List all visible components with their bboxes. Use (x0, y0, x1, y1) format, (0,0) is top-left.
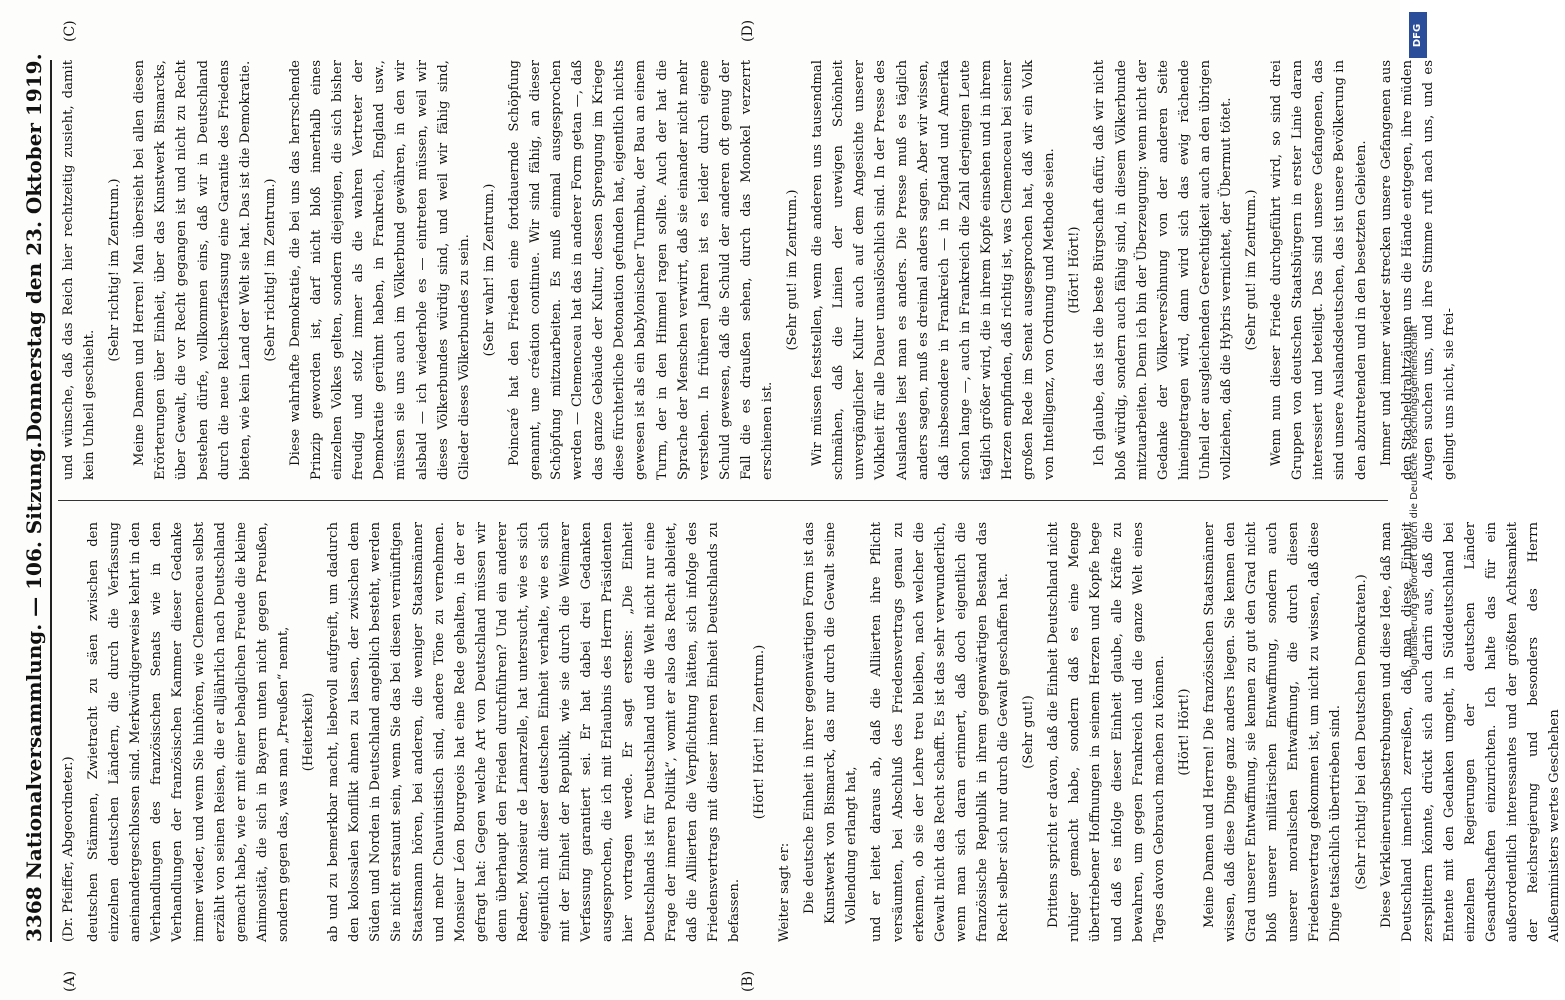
paragraph: ab und zu bemerkbar macht, liebevoll aufgreift, um dadurch den kolossalen Konflikt ahnen zu lassen, der zwischen dem Süden und Norden in Deutschland angeblich besteht, werden Sie nicht erstaunt sein, wenn Sie das bei diesen vernünftigen Staatsmann hören, bei anderen, die weniger Staatsmänner und mehr Chauvinistisch sind, andere Töne zu vernehmen. Monsieur Léon Bourgeois hat eine Rede gehalten, in der er gefragt hat: Gegen welche Art von Deutschland müssen wir denn überhaupt den Frieden durchführen? Und ein anderer Redner, Monsieur de Lamarzelle, hat untersucht, wie es sich eigentlich mit dieser deutschen Einheit verhalte, wie es sich mit der Einheit der Republik, wie sie durch die Weimarer Verfassung garantiert sei. Er hat dabei drei Gedanken ausgesprochen, die ich mit Erlaubnis des Herrn Präsidenten hier vortragen werde. Er sagt erstens: „Die Einheit Deutschlands ist für Deutschland und die Welt nicht nur eine Frage der inneren Politik“, womit er also das Recht ableitet, daß die Alliierten die Verpflichtung hätten, sich infolge des Friedensvertrags mit dieser inneren Einheit Deutschlands zu befassen. (326, 522, 742, 942)
margin-mark-c: (C) (62, 20, 78, 42)
paragraph: deutschen Stämmen, Zwietracht zu säen zwischen den einzelnen deutschen Ländern, die durch die Verfassung aneinandergeschlossen sind. Merkwürdigerweise kehrt in den Verhandlungen des französischen Senats wie in den Verhandlungen der französischen Kammer dieser Gedanke immer wieder, und wenn Sie hinhören, wie Clemenceau selbst erzählt von seinen Reisen, die er alljährlich nach Deutschland gemacht habe, wie er mit einer behaglichen Freude die kleine Animosität, die sich in Bayern unten nicht gegen Preußen, sondern gegen das, was man „Preußen“ nennt, (86, 522, 291, 942)
paragraph: und er leitet daraus ab, daß die Alliierten ihre Pflicht versäumten, bei Abschluß des Friedensvertrags genau zu erkennen, ob sie der Lehre treu bleiben, nach welcher die Gewalt nicht das Recht schafft. Es ist das sehr verwunderlich, wenn man sich daran erinnert, daß doch eigentlich die französische Republik in ihrem gegenwärtigen Bestand das Recht selber sich nur durch die Gewalt geschaffen hat. (869, 522, 1012, 942)
paragraph: Die deutsche Einheit in ihrer gegenwärtigen Form ist das Kunstwerk von Bismarck, das nur durch die Gewalt seine Vollendung erlangt hat, (802, 522, 860, 924)
paragraph: Wenn nun dieser Friede durchgeführt wird, so sind drei Gruppen von deutschen Staatsbürgern in erster Linie daran interessiert und beteiligt. Das sind unsere Gefangenen, das sind unsere Auslandsdeutschen, das ist unsere Bevölkerung in den abzutretenden und in den besetzten Gebieten. (1269, 60, 1369, 480)
interjection: (Hört! Hört! im Zentrum.) (752, 644, 767, 820)
paragraph: Meine Damen und Herren! Die französischen Staatsmänner wissen, daß diese Dinge ganz anders liegen. Sie kennen den Grad unserer Entwaffnung, sie kennen zu gut den Grad nicht bloß unserer militärischen Entwaffnung, sondern auch unserer moralischen Entwaffnung, die durch diesen Friedensvertrag gekommen ist, um nicht zu wissen, daß diese Dinge tatsächlich übertrieben sind. (1201, 522, 1344, 942)
interjection: (Hört! Hört!) (1067, 226, 1083, 314)
interjection: (Sehr gut! im Zentrum.) (1244, 189, 1260, 351)
header-right: Donnerstag den 23. Oktober 1919. (22, 53, 46, 442)
paragraph: Weiter sagt er: (777, 842, 793, 942)
paragraph: Immer und immer wieder strecken unsere Gefangenen aus den Stacheldrahtzäunen uns die Hände entgegen, ihre müden Augen suchen uns, und ihre Stimme ruft nach uns, und es gelingt uns nicht, sie frei- (1378, 60, 1457, 480)
header-left: 3368 Nationalversammlung. — 106. Sitzung. (22, 441, 46, 942)
right-text-column (58, 60, 1457, 480)
interjection: (Heiterkeit) (301, 692, 317, 772)
margin-mark-d: (D) (740, 19, 756, 42)
margin-mark-b: (B) (740, 970, 756, 992)
paragraph: Meine Damen und Herren! Man übersieht bei allen diesen Erörterungen über Einheit, über das Kunstwerk Bismarcks, über Gewalt, die vor Recht gegangen ist und nicht zu Recht bestehen dürfe, vollkommen eins, daß wir in Deutschland durch die neue Reichsverfassung eine Garantie des Friedens bieten, wie kein Land der Welt sie hat. Das ist die Demokratie. (132, 60, 253, 480)
interjection: (Sehr richtig! im Zentrum.) (262, 178, 278, 362)
running-head (12, 53, 52, 942)
interjection: (Sehr gut!) (1021, 695, 1037, 769)
interjection: (Sehr gut! im Zentrum.) (785, 189, 801, 351)
dfg-logo-text: DFG (1412, 23, 1424, 47)
paragraph: Diese wahrhafte Demokratie, die bei uns das herrschende Prinzip geworden ist, darf nicht bloß innerhalb eines einzelnen Volkes gelten, sondern diejenigen, die sich bisher freudig und stolz immer als die wahren Vertreter der Demokratie gerühmt haben, in Frankreich, England usw., müssen sie uns auch im Völkerbund gewähren, in den wir alsbald — ich wiederhole es — eintreten müssen, weil wir dieses Völkerbundes würdig sind, und weil wir fähig sind, Glieder dieses Völkerbundes zu sein. (287, 60, 472, 480)
left-text-column (58, 522, 1563, 942)
interjection: (Sehr richtig! bei den Deutschen Demokraten.) (1353, 574, 1369, 890)
paragraph: Drittens spricht er davon, daß die Einheit Deutschland nicht ruhiger gemacht habe, sondern daß es eine Menge übertriebener Hoffnungen in seinem Herzen und Kopfe hege und daß es infolge dieser Einheit glaube, alle Kräfte zu bewahren, um gegen Frankreich und die ganze Welt eines Tages davon Gebrauch machen zu können. (1046, 522, 1167, 942)
paragraph: Wir müssen feststellen, wenn die anderen uns tausendmal schmähen, daß die Linien der urewigen Schönheit unvergänglicher Kultur auch auf dem Angesichte unserer Volkheit für alle Dauer unauslöschlich sind. In der Presse des Auslandes liest man es anders. Die Presse muß es täglich anders sagen, muß es dreimal anders sagen. Aber wir wissen, daß insbesondere in Frankreich — in England und Amerika schon lange —, auch in Frankreich die Zahl derjenigen Leute täglich größer wird, die in ihrem Kopfe einsehen und in ihrem Herzen empfinden, daß richtig ist, was Clemenceau bei seiner großen Rede im Senat ausgesprochen hat, daß wir ein Volk von Intelligenz, von Ordnung und Methode seien. (810, 60, 1058, 480)
paragraph: Poincaré hat den Frieden eine fortdauernde Schöpfung genannt, une création continue. Wir sind fähig, an dieser Schöpfung mitzuarbeiten. Es muß einmal ausgesprochen werden — Clemenceau hat das in anderer Form getan —, daß das ganze Gebäude der Kultur, dessen Sprengung im Kriege diese fürchterliche Detonation gefunden hat, eigentlich nichts gewesen ist als ein babylonischer Turmbau, der Bau an einem Turm, der in den Himmel ragen sollte. Auch der hat die Sprache der Menschen verwirrt, daß sie einander nicht mehr verstehen. In früheren Jahren ist es leider durch eigene Schuld gewesen, daß die Schuld der anderen oft genug der Fall die es draußen sehen, durch das Monokel verzerrt erschienen ist. (506, 60, 775, 480)
interjection: (Sehr wahr! im Zentrum.) (481, 183, 497, 357)
column-divider (58, 500, 1388, 501)
paragraph: (Dr. Pfeiffer, Abgeordneter.) (61, 756, 76, 942)
paragraph: Diese Verkleinerungsbestrebungen und diese Idee, daß man Deutschland innerlich zerreißen, daß man diese Einheit zersplittern könnte, drückt sich auch darin aus, daß die Entente mit den Gedanken umgeht, in Süddeutschland bei einzelnen Regierungen der deutschen Länder Gesandtschaften einzurichten. Ich halte das für ein außerordentlich interessantes und der größten Achtsamkeit der Reichsregierung und besonders des Herrn Außenministers wertes Geschehen (1378, 522, 1563, 942)
watermark-text: Digitalisierung gefördert durch die Deutsche Forschungsgemeinschaft (1409, 324, 1420, 676)
interjection: (Hört! Hört!) (1176, 688, 1192, 776)
digitization-watermark (1400, 0, 1434, 1000)
paragraph: und wünsche, daß das Reich hier rechtzeitig zusieht, damit kein Unheil geschieht. (61, 60, 98, 480)
interjection: (Sehr richtig! im Zentrum.) (107, 178, 123, 362)
margin-mark-a: (A) (62, 970, 78, 992)
paragraph: Ich glaube, das ist die beste Bürgschaft dafür, daß wir nicht bloß würdig, sondern auch fähig sind, in diesem Völkerbunde mitzuarbeiten. Denn ich bin der Überzeugung: wenn nicht der Gedanke der Völkerversöhnung von der anderen Seite hineingetragen wird, dann wird sich das ewig rächende Unheil der ausgleichenden Gerechtigkeit auch an den übrigen vollziehen, daß die Hybris vernichtet, der Übermut tötet. (1092, 60, 1234, 480)
